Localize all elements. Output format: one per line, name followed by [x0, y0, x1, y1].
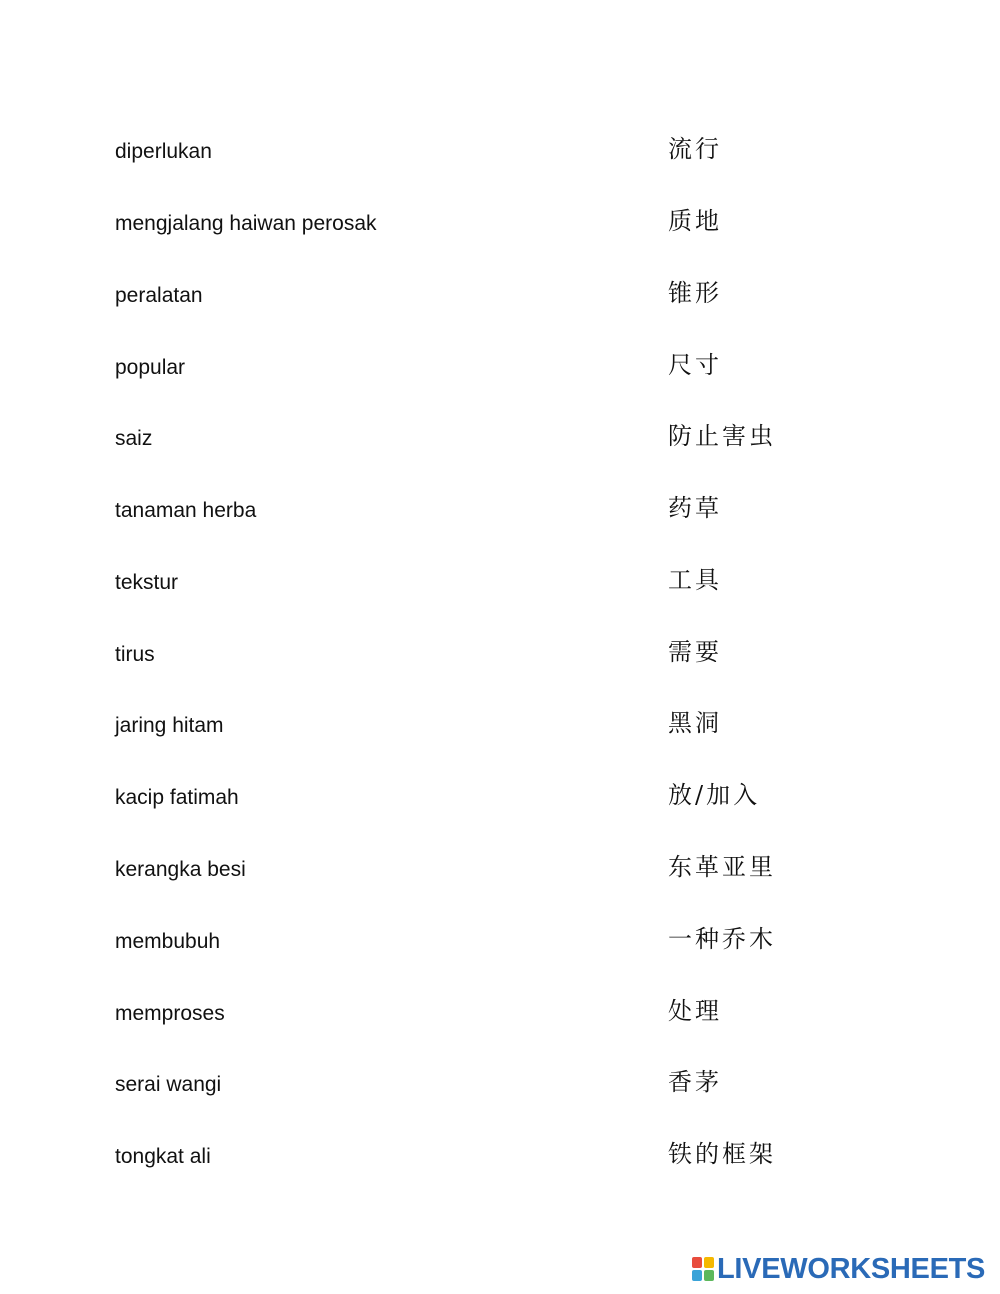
malay-word: kerangka besi: [115, 858, 246, 881]
malay-word: diperlukan: [115, 140, 212, 163]
chinese-word: 东革亚里: [668, 853, 776, 881]
logo-square: [692, 1270, 702, 1281]
chinese-word: 需要: [668, 638, 722, 666]
chinese-word: 锥形: [668, 279, 722, 307]
malay-word: saiz: [115, 427, 153, 450]
list-item: [0, 419, 1000, 459]
malay-word: tanaman herba: [115, 499, 257, 522]
malay-word: membubuh: [115, 930, 221, 953]
chinese-word: 药草: [668, 494, 722, 522]
list-item: [0, 1065, 1000, 1105]
malay-word: tekstur: [115, 571, 179, 594]
list-item: [0, 491, 1000, 531]
chinese-word: 一种乔木: [668, 925, 776, 953]
list-item: [0, 132, 1000, 172]
brand-wordmark: LIVEWORKSHEETS: [717, 1253, 986, 1285]
list-item: [0, 922, 1000, 962]
malay-word: tongkat ali: [115, 1145, 211, 1168]
list-item: [0, 994, 1000, 1034]
chinese-word: 黑洞: [668, 709, 722, 737]
list-item: [0, 348, 1000, 388]
liveworksheets-logo: [692, 1254, 985, 1284]
chinese-word: 流行: [668, 135, 722, 163]
malay-word: popular: [115, 356, 186, 379]
malay-word: tirus: [115, 643, 155, 666]
list-item: [0, 1137, 1000, 1177]
chinese-word: 铁的框架: [668, 1140, 776, 1168]
chinese-word: 质地: [668, 207, 722, 235]
logo-square: [704, 1270, 714, 1281]
malay-word: kacip fatimah: [115, 786, 239, 809]
logo-square: [704, 1257, 714, 1268]
logo-square: [692, 1257, 702, 1268]
list-item: [0, 778, 1000, 818]
list-item: [0, 635, 1000, 675]
chinese-word: 工具: [668, 566, 722, 594]
chinese-word: 防止害虫: [668, 422, 776, 450]
chinese-word: 放/加入: [668, 781, 761, 809]
list-item: [0, 850, 1000, 890]
malay-word: jaring hitam: [115, 714, 224, 737]
list-item: [0, 706, 1000, 746]
list-item: [0, 204, 1000, 244]
malay-word: memproses: [115, 1002, 225, 1025]
malay-word: peralatan: [115, 284, 203, 307]
malay-word: mengjalang haiwan perosak: [115, 212, 377, 235]
logo-squares-icon: [692, 1257, 714, 1281]
list-item: [0, 563, 1000, 603]
list-item: [0, 276, 1000, 316]
chinese-word: 处理: [668, 997, 722, 1025]
malay-word: serai wangi: [115, 1073, 222, 1096]
chinese-word: 尺寸: [668, 351, 722, 379]
chinese-word: 香茅: [668, 1068, 722, 1096]
